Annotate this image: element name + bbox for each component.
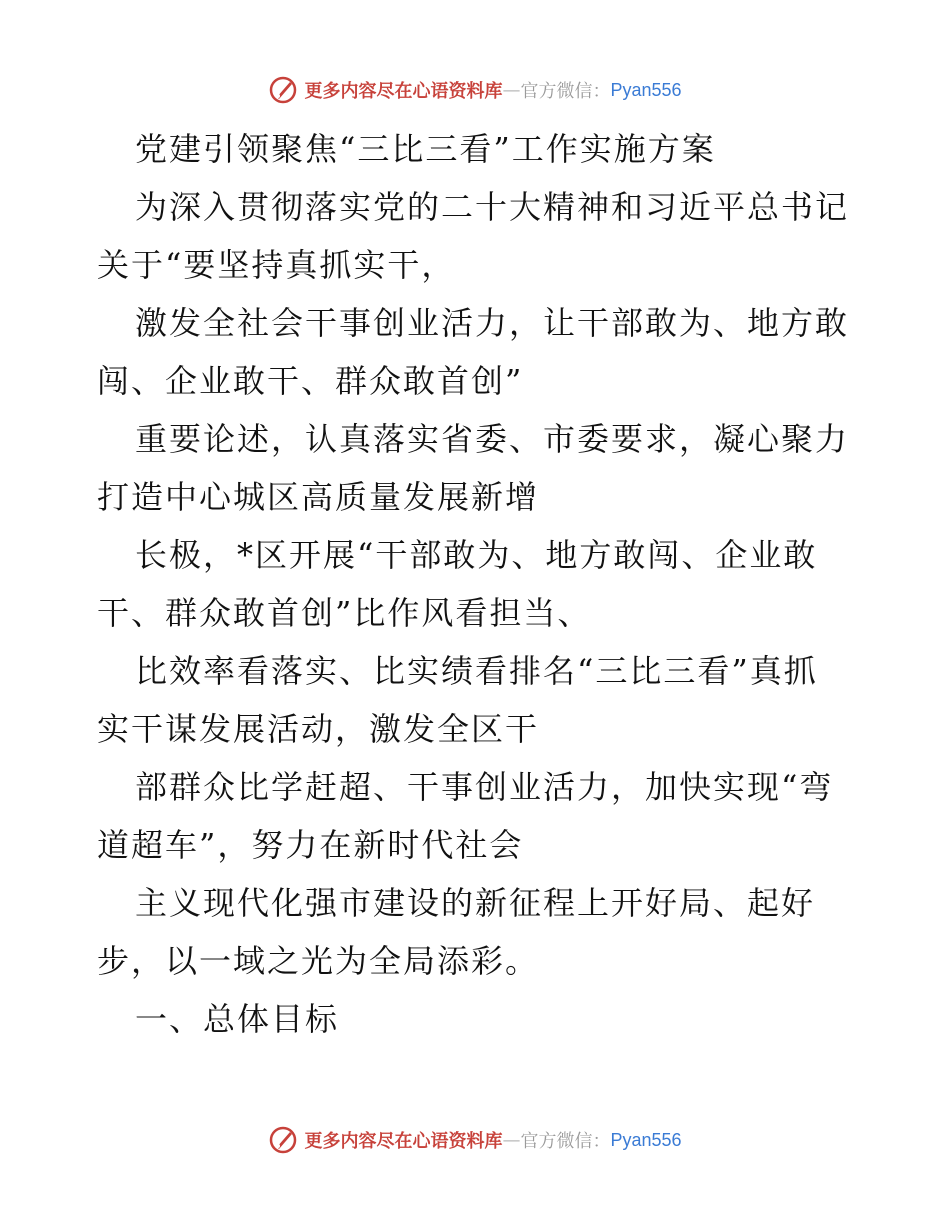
watermark-dash: — (502, 79, 521, 101)
watermark-text-main: 更多内容尽在心语资料库 (304, 81, 503, 102)
paragraph-line: 为深入贯彻落实党的二十大精神和习近平总书记 (135, 188, 850, 226)
watermark-text-main: 更多内容尽在心语资料库 (304, 1131, 503, 1152)
paragraph-line: 打造中心城区高质量发展新增 (97, 478, 540, 516)
paragraph-line: 激发全社会干事创业活力，让干部敢为、地方敢 (135, 304, 850, 342)
watermark-text-wechat-label: 官方微信： (520, 1131, 611, 1152)
paragraph-line: 重要论述，认真落实省委、市委要求，凝心聚力 (135, 420, 850, 458)
paragraph-line: 实干谋发展活动，激发全区干 (97, 710, 540, 748)
footer-watermark (0, 1120, 950, 1160)
paragraph-line: 长极，*区开展“干部敢为、地方敢闯、企业敢 (135, 536, 818, 574)
quill-pen-circle-icon (268, 75, 298, 105)
paragraph-line: 步，以一域之光为全局添彩。 (97, 942, 540, 980)
paragraph-line: 部群众比学赶超、干事创业活力，加快实现“弯 (135, 768, 834, 806)
paragraph-line: 闯、企业敢干、群众敢首创” (97, 362, 524, 400)
header-watermark (0, 70, 950, 110)
section-heading: 一、总体目标 (135, 1000, 340, 1038)
paragraph-line: 关于“要坚持真抓实干， (97, 246, 456, 284)
document-title: 党建引领聚焦“三比三看”工作实施方案 (135, 130, 716, 168)
watermark-wechat-id: Pyan556 (610, 1129, 682, 1150)
watermark-dash: — (502, 1129, 521, 1151)
paragraph-line: 主义现代化强市建设的新征程上开好局、起好 (135, 884, 816, 922)
paragraph-line: 比效率看落实、比实绩看排名“三比三看”真抓 (135, 652, 818, 690)
paragraph-line: 道超车”，努力在新时代社会 (97, 826, 524, 864)
watermark-text-wechat-label: 官方微信： (520, 81, 611, 102)
quill-pen-circle-icon (268, 1125, 298, 1155)
paragraph-line: 干、群众敢首创”比作风看担当、 (97, 594, 592, 632)
document-body (97, 120, 857, 1048)
watermark-wechat-id: Pyan556 (610, 79, 682, 100)
